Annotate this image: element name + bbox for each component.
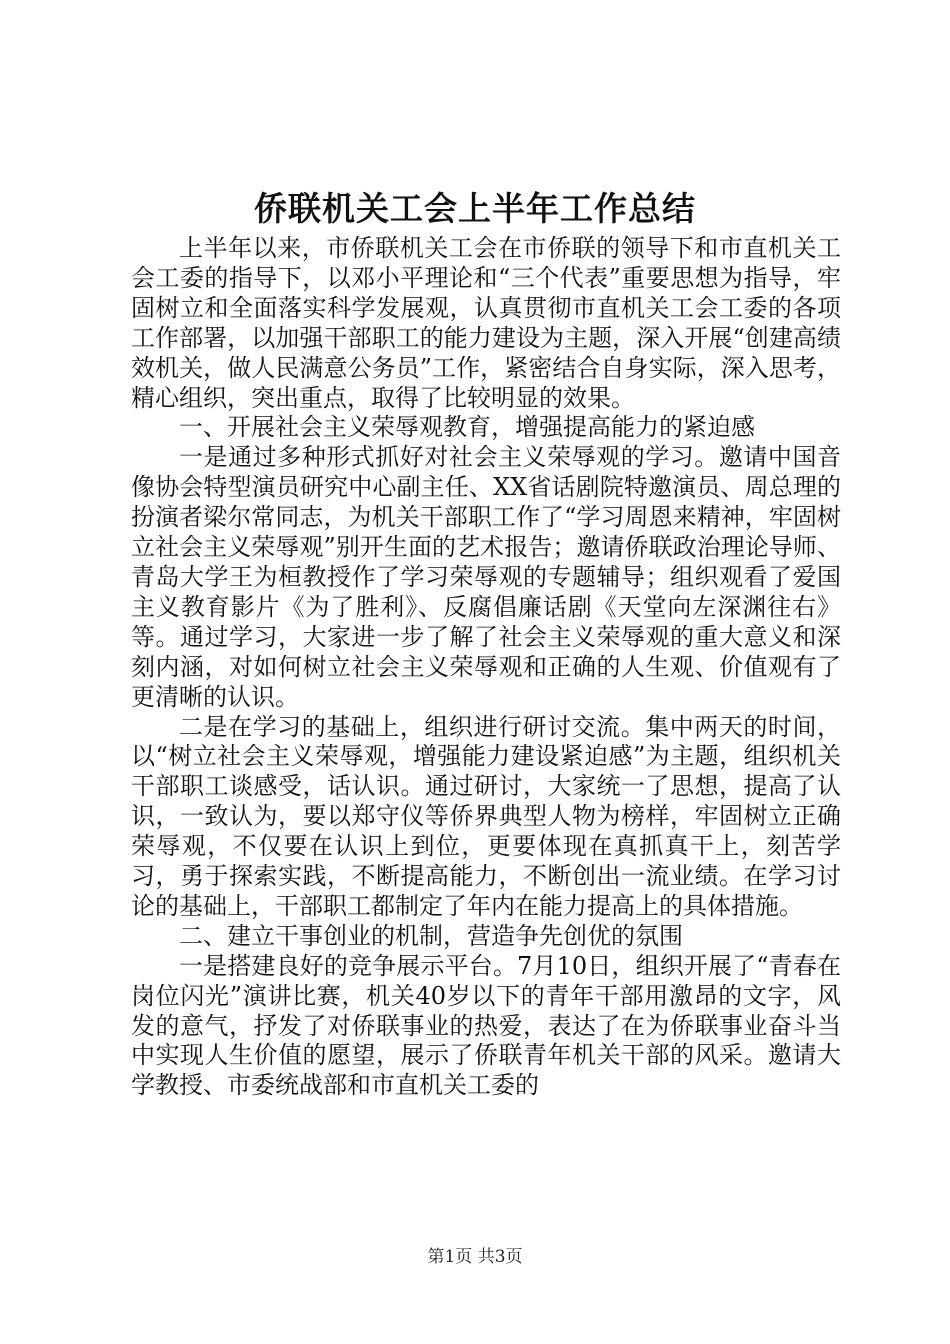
document-title: 侨联机关工会上半年工作总结: [254, 189, 696, 228]
paragraph-2-1: 一是搭建良好的竞争展示平台。7月10日，组织开展了“青春在岗位闪光”演讲比赛，机关40岁以下的青年干部用激昂的文字，风发的意气，抒发了对侨联事业的热爱，表达了在为侨联事业奋斗当中实现人生价值的愿望，展示了侨联青年机关干部的风采。邀请大学教授、市委统战部和市直机关工委的: [131, 951, 841, 1100]
paragraph-intro: 上半年以来，市侨联机关工会在市侨联的领导下和市直机关工会工委的指导下，以邓小平理论和“三个代表”重要思想为指导，牢固树立和全面落实科学发展观，认真贯彻市直机关工会工委的各项工作部署，以加强干部职工的能力建设为主题，深入开展“创建高绩效机关，做人民满意公务员”工作，紧密结合自身实际，深入思考，精心组织，突出重点，取得了比较明显的效果。: [131, 234, 841, 412]
section-heading-1: 一、开展社会主义荣辱观教育，增强提高能力的紧迫感: [179, 413, 755, 442]
paragraph-1-2: 二是在学习的基础上，组织进行研讨交流。集中两天的时间，以“树立社会主义荣辱观，增强能力建设紧迫感”为主题，组织机关干部职工谈感受，话认识。通过研讨，大家统一了思想，提高了认识，一致认为，要以郑守仪等侨界典型人物为榜样，牢固树立正确荣辱观，不仅要在认识上到位，更要体现在真抓真干上，刻苦学习，勇于探索实践，不断提高能力，不断创出一流业绩。在学习讨论的基础上，干部职工都制定了年内在能力提高上的具体措施。: [131, 712, 841, 920]
paragraph-1-1: 一是通过多种形式抓好对社会主义荣辱观的学习。邀请中国音像协会特型演员研究中心副主任、XX省话剧院特邀演员、周总理的扮演者梁尔常同志，为机关干部职工作了“学习周恩来精神，牢固树立社会主义荣辱观”别开生面的艺术报告；邀请侨联政治理论导师、青岛大学王为桓教授作了学习荣辱观的专题辅导；组织观看了爱国主义教育影片《为了胜利》、反腐倡廉话剧《天堂向左深渊往右》等。通过学习，大家进一步了解了社会主义荣辱观的重大意义和深刻内涵，对如何树立社会主义荣辱观和正确的人生观、价值观有了更清晰的认识。: [131, 443, 841, 711]
document-body: [131, 234, 841, 1101]
section-heading-2: 二、建立干事创业的机制，营造争先创优的氛围: [179, 921, 683, 950]
page-footer: 第1页 共3页: [427, 1247, 523, 1267]
